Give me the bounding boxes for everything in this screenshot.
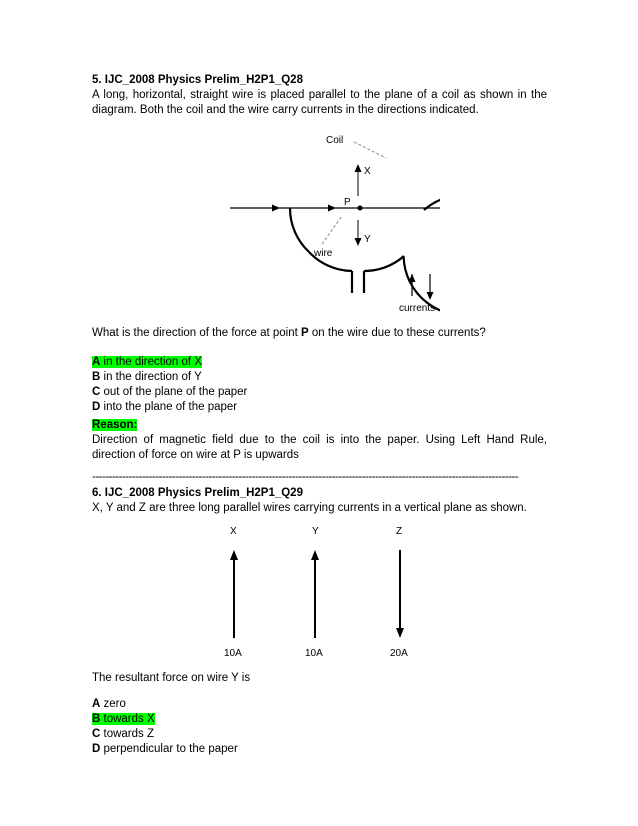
q5-intro: A long, horizontal, straight wire is placed parallel to the plane of a coil as shown in the diagram. Both the coil and the wire carry currents in the directions indicated. [92, 89, 547, 116]
q6-option-a: A zero [92, 698, 126, 710]
q5-title: 5. IJC_2008 Physics Prelim_H2P1_Q28 [92, 74, 303, 86]
wire-y-arrow [311, 550, 319, 560]
q5-option-b: B in the direction of Y [92, 371, 202, 383]
q5-option-d: D into the plane of the paper [92, 401, 238, 413]
current-arrow-down [427, 292, 434, 300]
wire-z-label: Z [396, 526, 403, 537]
q5-reason-text: Direction of magnetic field due to the coil is into the paper. Using Left Hand Rule, direction of force on wire at P is upwards [92, 434, 547, 461]
question-separator: -------------------------------------------------------------------------------------------------------------------------------- [92, 471, 519, 483]
coil-wire-diagram [230, 128, 440, 328]
q6-intro: X, Y and Z are three long parallel wires carrying currents in a vertical plane as shown. [92, 502, 527, 514]
label-x: X [364, 166, 371, 177]
q6-options [92, 697, 238, 757]
wire-y-current: 10A [305, 648, 323, 659]
label-currents: currents [399, 303, 436, 314]
wire-z-arrow [396, 628, 404, 638]
wire-y-label: Y [312, 526, 319, 537]
coil-loop [404, 195, 440, 315]
q6-option-c: C towards Z [92, 728, 154, 740]
wire-z-current: 20A [390, 648, 408, 659]
q5-question: What is the direction of the force at point P on the wire due to these currents? [92, 327, 486, 339]
label-p: P [344, 197, 351, 208]
q6-option-b: B towards X [92, 713, 155, 725]
wire-x-arrow [230, 550, 238, 560]
wire-arrow-left [328, 205, 336, 212]
label-y: Y [364, 234, 371, 245]
q6-question: The resultant force on wire Y is [92, 672, 251, 684]
point-p-dot [358, 206, 363, 211]
label-wire: wire [314, 248, 333, 259]
wire-x-current: 10A [224, 648, 242, 659]
q5-reason-label: Reason: [92, 419, 138, 431]
wire-x-label: X [230, 526, 237, 537]
current-arrow-up [409, 274, 416, 282]
q6-option-d: D perpendicular to the paper [92, 743, 238, 755]
q5-options [92, 355, 247, 415]
arrow-y [355, 238, 362, 246]
label-coil: Coil [326, 135, 344, 146]
q5-option-c: C out of the plane of the paper [92, 386, 248, 398]
arrow-x [355, 164, 362, 172]
three-wires-diagram [220, 522, 440, 662]
q6-title: 6. IJC_2008 Physics Prelim_H2P1_Q29 [92, 487, 303, 499]
q5-option-a: A in the direction of X [92, 356, 202, 368]
